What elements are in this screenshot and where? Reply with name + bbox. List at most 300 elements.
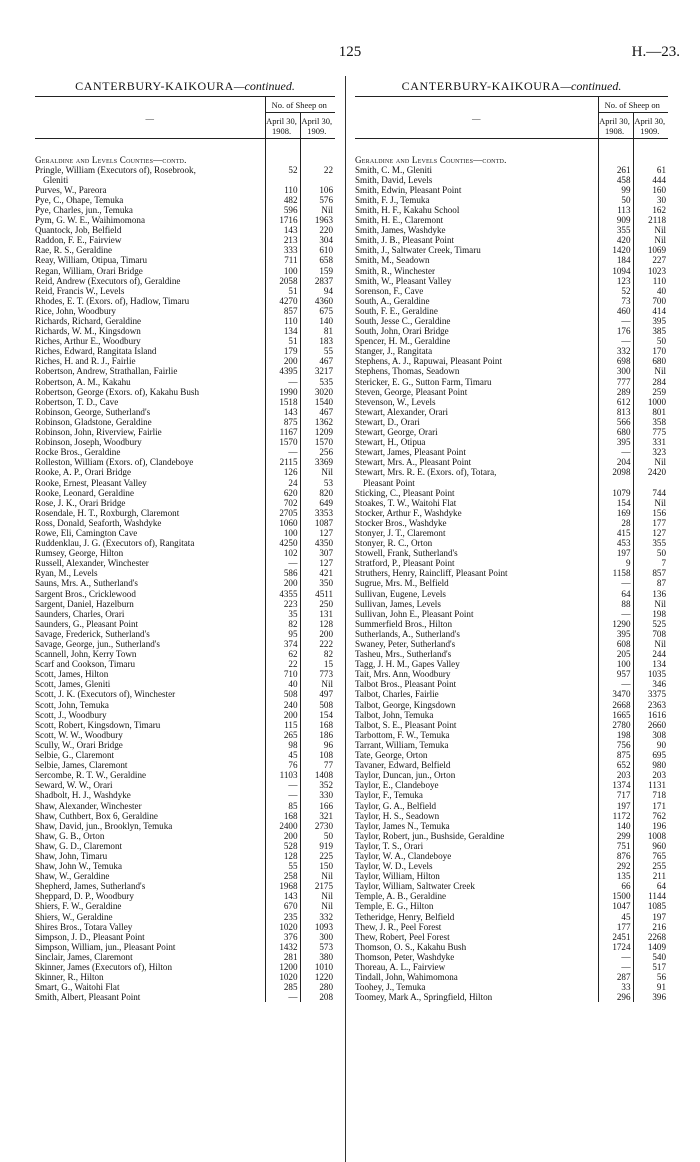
owner-name: Sorenson, F., Cave	[355, 285, 424, 296]
owner-name: Taylor, G. A., Belfield	[355, 800, 437, 811]
table-row	[355, 871, 668, 881]
owner-name: Taylor, William, Saltwater Creek	[355, 881, 475, 892]
owner-name: Talbot, Charles, Fairlie	[355, 689, 439, 700]
sheep-1909: 216	[633, 922, 668, 932]
owner-name: Smith, M., Seadown	[355, 255, 430, 266]
sheep-1909: 177	[633, 518, 668, 528]
table-row	[355, 346, 668, 356]
owner-name: Toomey, Mark A., Springfield, Hilton	[355, 992, 493, 1003]
table-row	[355, 255, 668, 265]
table-row	[35, 377, 335, 387]
sheep-1909: 1087	[300, 518, 335, 528]
sheep-1908: 240	[265, 700, 300, 710]
sheep-1908: 51	[265, 336, 300, 346]
sheep-1909: 2175	[300, 881, 335, 891]
sheep-1909: 1035	[633, 669, 668, 679]
sheep-1908: —	[265, 780, 300, 790]
table-row	[355, 760, 668, 770]
table-row	[35, 508, 335, 518]
sheep-1909: 497	[300, 689, 335, 699]
sheep-1909: Nil	[300, 871, 335, 881]
sheep-1909: 2268	[633, 932, 668, 942]
sheep-1908: 135	[598, 871, 633, 881]
sheep-1908: 1047	[598, 901, 633, 911]
table-row	[35, 770, 335, 780]
owner-name: Smith, H. E., Claremont	[355, 215, 444, 226]
sheep-1909: 744	[633, 488, 668, 498]
table-row	[355, 790, 668, 800]
sheep-1909: 168	[300, 720, 335, 730]
owner-name: Temple, A. B., Geraldine	[355, 891, 447, 902]
column-divider	[345, 76, 346, 1162]
sheep-1909: 300	[300, 932, 335, 942]
sheep-1909: 467	[300, 407, 335, 417]
owner-name: Smart, G., Waitohi Flat	[35, 982, 120, 993]
left-table-body	[35, 139, 335, 1003]
owner-name: Reid, Andrew (Executors of), Geraldine	[35, 275, 181, 286]
sheep-1909: 227	[633, 255, 668, 265]
sheep-1908: 1020	[265, 972, 300, 982]
left-owner-header: —	[35, 97, 265, 139]
owner-name: Robertson, George (Exors. of), Kakahu Bush	[35, 386, 199, 397]
sheep-1908: 875	[265, 417, 300, 427]
sheep-1908: 2400	[265, 821, 300, 831]
table-row	[355, 851, 668, 861]
sheep-1908: 22	[265, 659, 300, 669]
sheep-1909: 610	[300, 245, 335, 255]
table-row	[35, 619, 335, 629]
sheep-1909: 140	[300, 316, 335, 326]
table-row	[355, 417, 668, 427]
table-row	[355, 942, 668, 952]
sheep-1909: 53	[300, 478, 335, 488]
sheep-1908: 213	[265, 235, 300, 245]
owner-name: Quantock, Job, Belfield	[35, 225, 122, 236]
sheep-1909: Nil	[633, 235, 668, 245]
owner-name: Pleasant Point	[363, 477, 415, 488]
owner-name: Stewart, H., Otipua	[355, 437, 426, 448]
sheep-1909: 131	[300, 609, 335, 619]
sheep-1909: 762	[633, 811, 668, 821]
owner-name: Rooke, Leonard, Geraldine	[35, 487, 134, 498]
sheep-1908: 2668	[598, 700, 633, 710]
sheep-1909: 61	[633, 165, 668, 175]
table-row	[355, 165, 668, 175]
owner-name: Scarf and Cookson, Timaru	[35, 659, 136, 670]
sheep-1908: 957	[598, 669, 633, 679]
owner-name: Sullivan, Eugene, Levels	[355, 588, 446, 599]
table-row	[35, 730, 335, 740]
owner-name: Stewart, Alexander, Orari	[355, 406, 449, 417]
sheep-1909: 1409	[633, 942, 668, 952]
sheep-1908: 460	[598, 306, 633, 316]
sheep-1909: 106	[300, 185, 335, 195]
sheep-1909: 1000	[633, 397, 668, 407]
sheep-1909: 128	[300, 619, 335, 629]
sheep-1908: 100	[598, 659, 633, 669]
sheep-1909: 94	[300, 286, 335, 296]
table-row	[35, 821, 335, 831]
table-row	[355, 467, 668, 477]
sheep-1908: 596	[265, 205, 300, 215]
owner-name: Ruddenklau, J. G. (Executors of), Rangitata	[35, 538, 195, 549]
sheep-1908: 100	[265, 266, 300, 276]
sheep-1909: Nil	[633, 366, 668, 376]
sheep-1908: —	[598, 316, 633, 326]
sheep-1908: 52	[598, 286, 633, 296]
owner-name: Shaw, G. D., Claremont	[35, 840, 123, 851]
table-row	[355, 397, 668, 407]
table-row	[355, 962, 668, 972]
sheep-1908: 4250	[265, 538, 300, 548]
owner-name: Scott, James, Hilton	[35, 669, 109, 680]
sheep-1909: 414	[633, 306, 668, 316]
table-row	[355, 770, 668, 780]
sheep-1909: 2837	[300, 276, 335, 286]
table-row	[35, 831, 335, 841]
sheep-1908: 200	[265, 356, 300, 366]
table-row	[355, 215, 668, 225]
owner-name: Taylor, W. D., Levels	[355, 861, 433, 872]
table-row	[355, 387, 668, 397]
sheep-1909: 110	[633, 276, 668, 286]
sheep-1908: 140	[598, 821, 633, 831]
sheep-1908: 205	[598, 649, 633, 659]
owner-name: Tetheridge, Henry, Belfield	[355, 911, 455, 922]
sheep-1908: 110	[265, 185, 300, 195]
sheep-1909: 307	[300, 548, 335, 558]
sheep-1909: 718	[633, 790, 668, 800]
table-row	[35, 578, 335, 588]
sheep-1909: 525	[633, 619, 668, 629]
right-sheep-group-header: No. of Sheep on	[598, 97, 668, 113]
table-row	[355, 891, 668, 901]
sheep-1909: 171	[633, 801, 668, 811]
owner-name: Taylor, E., Clandeboye	[355, 780, 439, 791]
table-row	[355, 599, 668, 609]
table-row	[355, 740, 668, 750]
sheep-1909: 321	[300, 811, 335, 821]
sheep-1908: 751	[598, 841, 633, 851]
sheep-1908: 62	[265, 649, 300, 659]
sheep-1909	[300, 175, 335, 185]
table-row	[355, 811, 668, 821]
sheep-1909: 87	[633, 578, 668, 588]
sheep-1909: 127	[300, 528, 335, 538]
table-row	[355, 932, 668, 942]
owner-name: Stowell, Frank, Sutherland's	[355, 548, 458, 559]
table-row	[355, 356, 668, 366]
table-row	[355, 276, 668, 286]
table-row	[35, 700, 335, 710]
sheep-1908: 332	[598, 346, 633, 356]
table-row	[35, 558, 335, 568]
owner-name: Rooke, Ernest, Pleasant Valley	[35, 477, 147, 488]
sheep-1909: 4360	[300, 296, 335, 306]
owner-name: Rose, J. K., Orari Bridge	[35, 497, 126, 508]
sheep-1908: 154	[598, 498, 633, 508]
sheep-1908: 204	[598, 457, 633, 467]
owner-name: South, Jesse C., Geraldine	[355, 316, 451, 326]
sheep-1908: 1020	[265, 922, 300, 932]
sheep-1908: 50	[598, 195, 633, 205]
table-row	[355, 427, 668, 437]
table-row	[35, 841, 335, 851]
sheep-1908: 1665	[598, 710, 633, 720]
sheep-1909: 159	[300, 266, 335, 276]
owner-name: Talbot, George, Kingsdown	[355, 699, 456, 710]
sheep-1909: 220	[300, 225, 335, 235]
table-row	[35, 346, 335, 356]
sheep-1909: 259	[633, 387, 668, 397]
sheep-1908: 200	[265, 831, 300, 841]
owner-name: Seward, W. W., Orari	[35, 780, 113, 791]
sheep-1909: 323	[633, 447, 668, 457]
sheep-1908: 128	[265, 851, 300, 861]
table-row	[355, 508, 668, 518]
owner-name: Stevenson, W., Levels	[355, 396, 436, 407]
sheep-1909: 308	[633, 730, 668, 740]
table-row	[35, 912, 335, 922]
table-row	[35, 760, 335, 770]
sheep-1908: 143	[265, 891, 300, 901]
table-row	[355, 619, 668, 629]
table-row	[355, 750, 668, 760]
sheep-1908: 2780	[598, 720, 633, 730]
owner-name: Shiers, W., Geraldine	[35, 911, 113, 922]
table-row	[35, 397, 335, 407]
sheep-1909: 1209	[300, 427, 335, 437]
table-row	[35, 669, 335, 679]
table-row	[35, 710, 335, 720]
sheep-1909: 225	[300, 851, 335, 861]
sheep-1908: 1172	[598, 811, 633, 821]
table-row	[35, 811, 335, 821]
sheep-1908: 88	[598, 599, 633, 609]
table-row	[355, 407, 668, 417]
sheep-1908: 376	[265, 932, 300, 942]
owner-name: Scannell, John, Kerry Town	[35, 649, 137, 660]
table-row	[35, 165, 335, 175]
sheep-1909: 350	[300, 578, 335, 588]
sheep-1908: 756	[598, 740, 633, 750]
owner-name: South, A., Geraldine	[355, 295, 430, 306]
sheep-1908: 1094	[598, 266, 633, 276]
table-row	[35, 629, 335, 639]
owner-name: Rae, R. S., Geraldine	[35, 245, 113, 256]
sheep-1908: 1079	[598, 488, 633, 498]
owner-name: Thew, J. R., Peel Forest	[355, 921, 442, 932]
owner-name: Stonyer, R. C., Orton	[355, 538, 433, 549]
table-row	[35, 780, 335, 790]
sheep-1908: 1990	[265, 387, 300, 397]
sheep-1908: —	[598, 962, 633, 972]
sheep-1909: Nil	[300, 467, 335, 477]
table-row	[35, 689, 335, 699]
owner-name: Spencer, H. M., Geraldine	[355, 336, 451, 347]
owner-name: Sullivan, James, Levels	[355, 598, 441, 609]
sheep-1909: 857	[633, 568, 668, 578]
sheep-1909: 801	[633, 407, 668, 417]
sheep-1909: Nil	[633, 498, 668, 508]
owner-name: Smith, W., Pleasant Valley	[355, 275, 452, 286]
sheep-1908: —	[598, 447, 633, 457]
table-row	[355, 710, 668, 720]
sheep-1909: 700	[633, 296, 668, 306]
owner-name: Shaw, Cuthbert, Box 6, Geraldine	[35, 810, 158, 821]
sheep-1909: 186	[300, 730, 335, 740]
table-row	[355, 538, 668, 548]
table-row	[35, 609, 335, 619]
right-owner-header: —	[355, 97, 598, 139]
sheep-1909: 385	[633, 326, 668, 336]
table-row	[35, 891, 335, 901]
owner-name: Scott, James, Gleniti	[35, 679, 111, 690]
sheep-1908: 203	[598, 770, 633, 780]
sheep-1909: 154	[300, 710, 335, 720]
sheep-1909: 50	[300, 831, 335, 841]
sheep-1908: —	[265, 558, 300, 568]
sheep-1909: 170	[633, 346, 668, 356]
table-row	[355, 669, 668, 679]
left-col-1908: April 30, 1908.	[265, 113, 300, 139]
sheep-1908: 608	[598, 639, 633, 649]
right-table-header	[355, 97, 668, 139]
sheep-1908: 66	[598, 881, 633, 891]
sheep-1908: 2098	[598, 467, 633, 477]
sheep-1909: Nil	[300, 205, 335, 215]
sheep-1909: 2730	[300, 821, 335, 831]
table-row	[355, 205, 668, 215]
sheep-1908: 374	[265, 639, 300, 649]
owner-name: Tasheu, Mrs., Sutherland's	[355, 649, 452, 660]
sheep-1908	[265, 175, 300, 185]
table-row	[355, 801, 668, 811]
table-row	[35, 255, 335, 265]
table-row	[35, 326, 335, 336]
sheep-1909: 3353	[300, 508, 335, 518]
table-row	[355, 679, 668, 689]
sheep-1909: 576	[300, 195, 335, 205]
sheep-1908: 261	[598, 165, 633, 175]
sheep-1908: 134	[265, 326, 300, 336]
owner-name: Reid, Francis W., Levels	[35, 285, 125, 296]
owner-name: Rice, John, Woodbury	[35, 305, 116, 316]
owner-name: Sullivan, John E., Pleasant Point	[355, 608, 474, 619]
table-row	[355, 901, 668, 911]
sheep-1908: 333	[265, 245, 300, 255]
table-row	[35, 548, 335, 558]
sheep-1908: 1432	[265, 942, 300, 952]
owner-name: Tavaner, Edward, Belfield	[355, 760, 451, 771]
sheep-1908: 177	[598, 922, 633, 932]
sheep-1908: 482	[265, 195, 300, 205]
sheep-1908: 64	[598, 589, 633, 599]
sheep-1909: 56	[633, 972, 668, 982]
sheep-1909: Nil	[633, 457, 668, 467]
owner-name: Simpson, William, jun., Pleasant Point	[35, 941, 176, 952]
owner-name: Struthers, Henry, Raincliff, Pleasant Point	[355, 568, 508, 579]
sheep-1909: 2363	[633, 700, 668, 710]
owner-name: Tagg, J. H. M., Gapes Valley	[355, 659, 460, 670]
table-row	[35, 225, 335, 235]
sheep-1908: 586	[265, 568, 300, 578]
right-col-1909: April 30, 1909.	[633, 113, 668, 139]
owner-name: Stratford, P., Pleasant Point	[355, 558, 455, 569]
table-row	[355, 447, 668, 457]
sheep-1908: 110	[265, 316, 300, 326]
sheep-1908: 265	[265, 730, 300, 740]
table-row	[355, 629, 668, 639]
sheep-1908: 1716	[265, 215, 300, 225]
owner-name: Taylor, H. S., Seadown	[355, 810, 440, 821]
sheep-1909: 162	[633, 205, 668, 215]
sheep-1908: 28	[598, 518, 633, 528]
owner-name: Sargent, Daniel, Hazelburn	[35, 598, 134, 609]
owner-name: Shaw, David, jun., Brooklyn, Temuka	[35, 820, 173, 831]
sheep-1908: 123	[598, 276, 633, 286]
owner-name: Scott, W. W., Woodbury	[35, 729, 123, 740]
sheep-1909: 150	[300, 861, 335, 871]
table-row	[35, 488, 335, 498]
sheep-1909: 1093	[300, 922, 335, 932]
sheep-1909: 166	[300, 801, 335, 811]
sheep-1909: 355	[633, 538, 668, 548]
table-row	[35, 316, 335, 326]
owner-name: Richards, Richard, Geraldine	[35, 316, 142, 326]
owner-name: Swaney, Peter, Sutherland's	[355, 639, 456, 649]
owner-name: Rumsey, George, Hilton	[35, 548, 124, 559]
sheep-1908: 184	[598, 255, 633, 265]
table-row	[35, 589, 335, 599]
table-row	[355, 175, 668, 185]
table-row	[355, 457, 668, 467]
sheep-1908: 197	[598, 801, 633, 811]
table-row	[355, 689, 668, 699]
sheep-1909: 250	[300, 599, 335, 609]
owner-name: Stonyer, J. T., Claremont	[355, 527, 446, 538]
sheep-1909: 1144	[633, 891, 668, 901]
owner-name: Sutherlands, A., Sutherland's	[355, 628, 460, 639]
table-row	[355, 558, 668, 568]
owner-name: Stoakes, T. W., Waitohi Flat	[355, 497, 457, 508]
table-row	[35, 498, 335, 508]
sheep-1908: 4395	[265, 366, 300, 376]
owner-name: Taylor, T. S., Orari	[355, 840, 424, 851]
sheep-1908: 2705	[265, 508, 300, 518]
sheep-1909: 196	[633, 821, 668, 831]
table-row	[355, 609, 668, 619]
sheep-1908: 566	[598, 417, 633, 427]
sheep-1909: 467	[300, 356, 335, 366]
sheep-1908: 223	[265, 599, 300, 609]
sheep-1908: —	[598, 336, 633, 346]
table-row	[355, 780, 668, 790]
sheep-1908: 458	[598, 175, 633, 185]
owner-name: Smith, Albert, Pleasant Point	[35, 992, 141, 1003]
sheep-1908: 857	[265, 306, 300, 316]
right-section-heading: Geraldine and Levels Counties—contd.	[355, 154, 507, 165]
sheep-1908: 115	[265, 720, 300, 730]
owner-name: Rosendale, H. T., Roxburgh, Claremont	[35, 507, 180, 518]
sheep-1909: 160	[633, 185, 668, 195]
left-col-1909: April 30, 1909.	[300, 113, 335, 139]
page-header	[0, 0, 700, 70]
sheep-1909: 775	[633, 427, 668, 437]
sheep-1908: 875	[598, 750, 633, 760]
sheep-1908: 100	[265, 528, 300, 538]
owner-name: Thoreau, A. L., Fairview	[355, 962, 446, 972]
